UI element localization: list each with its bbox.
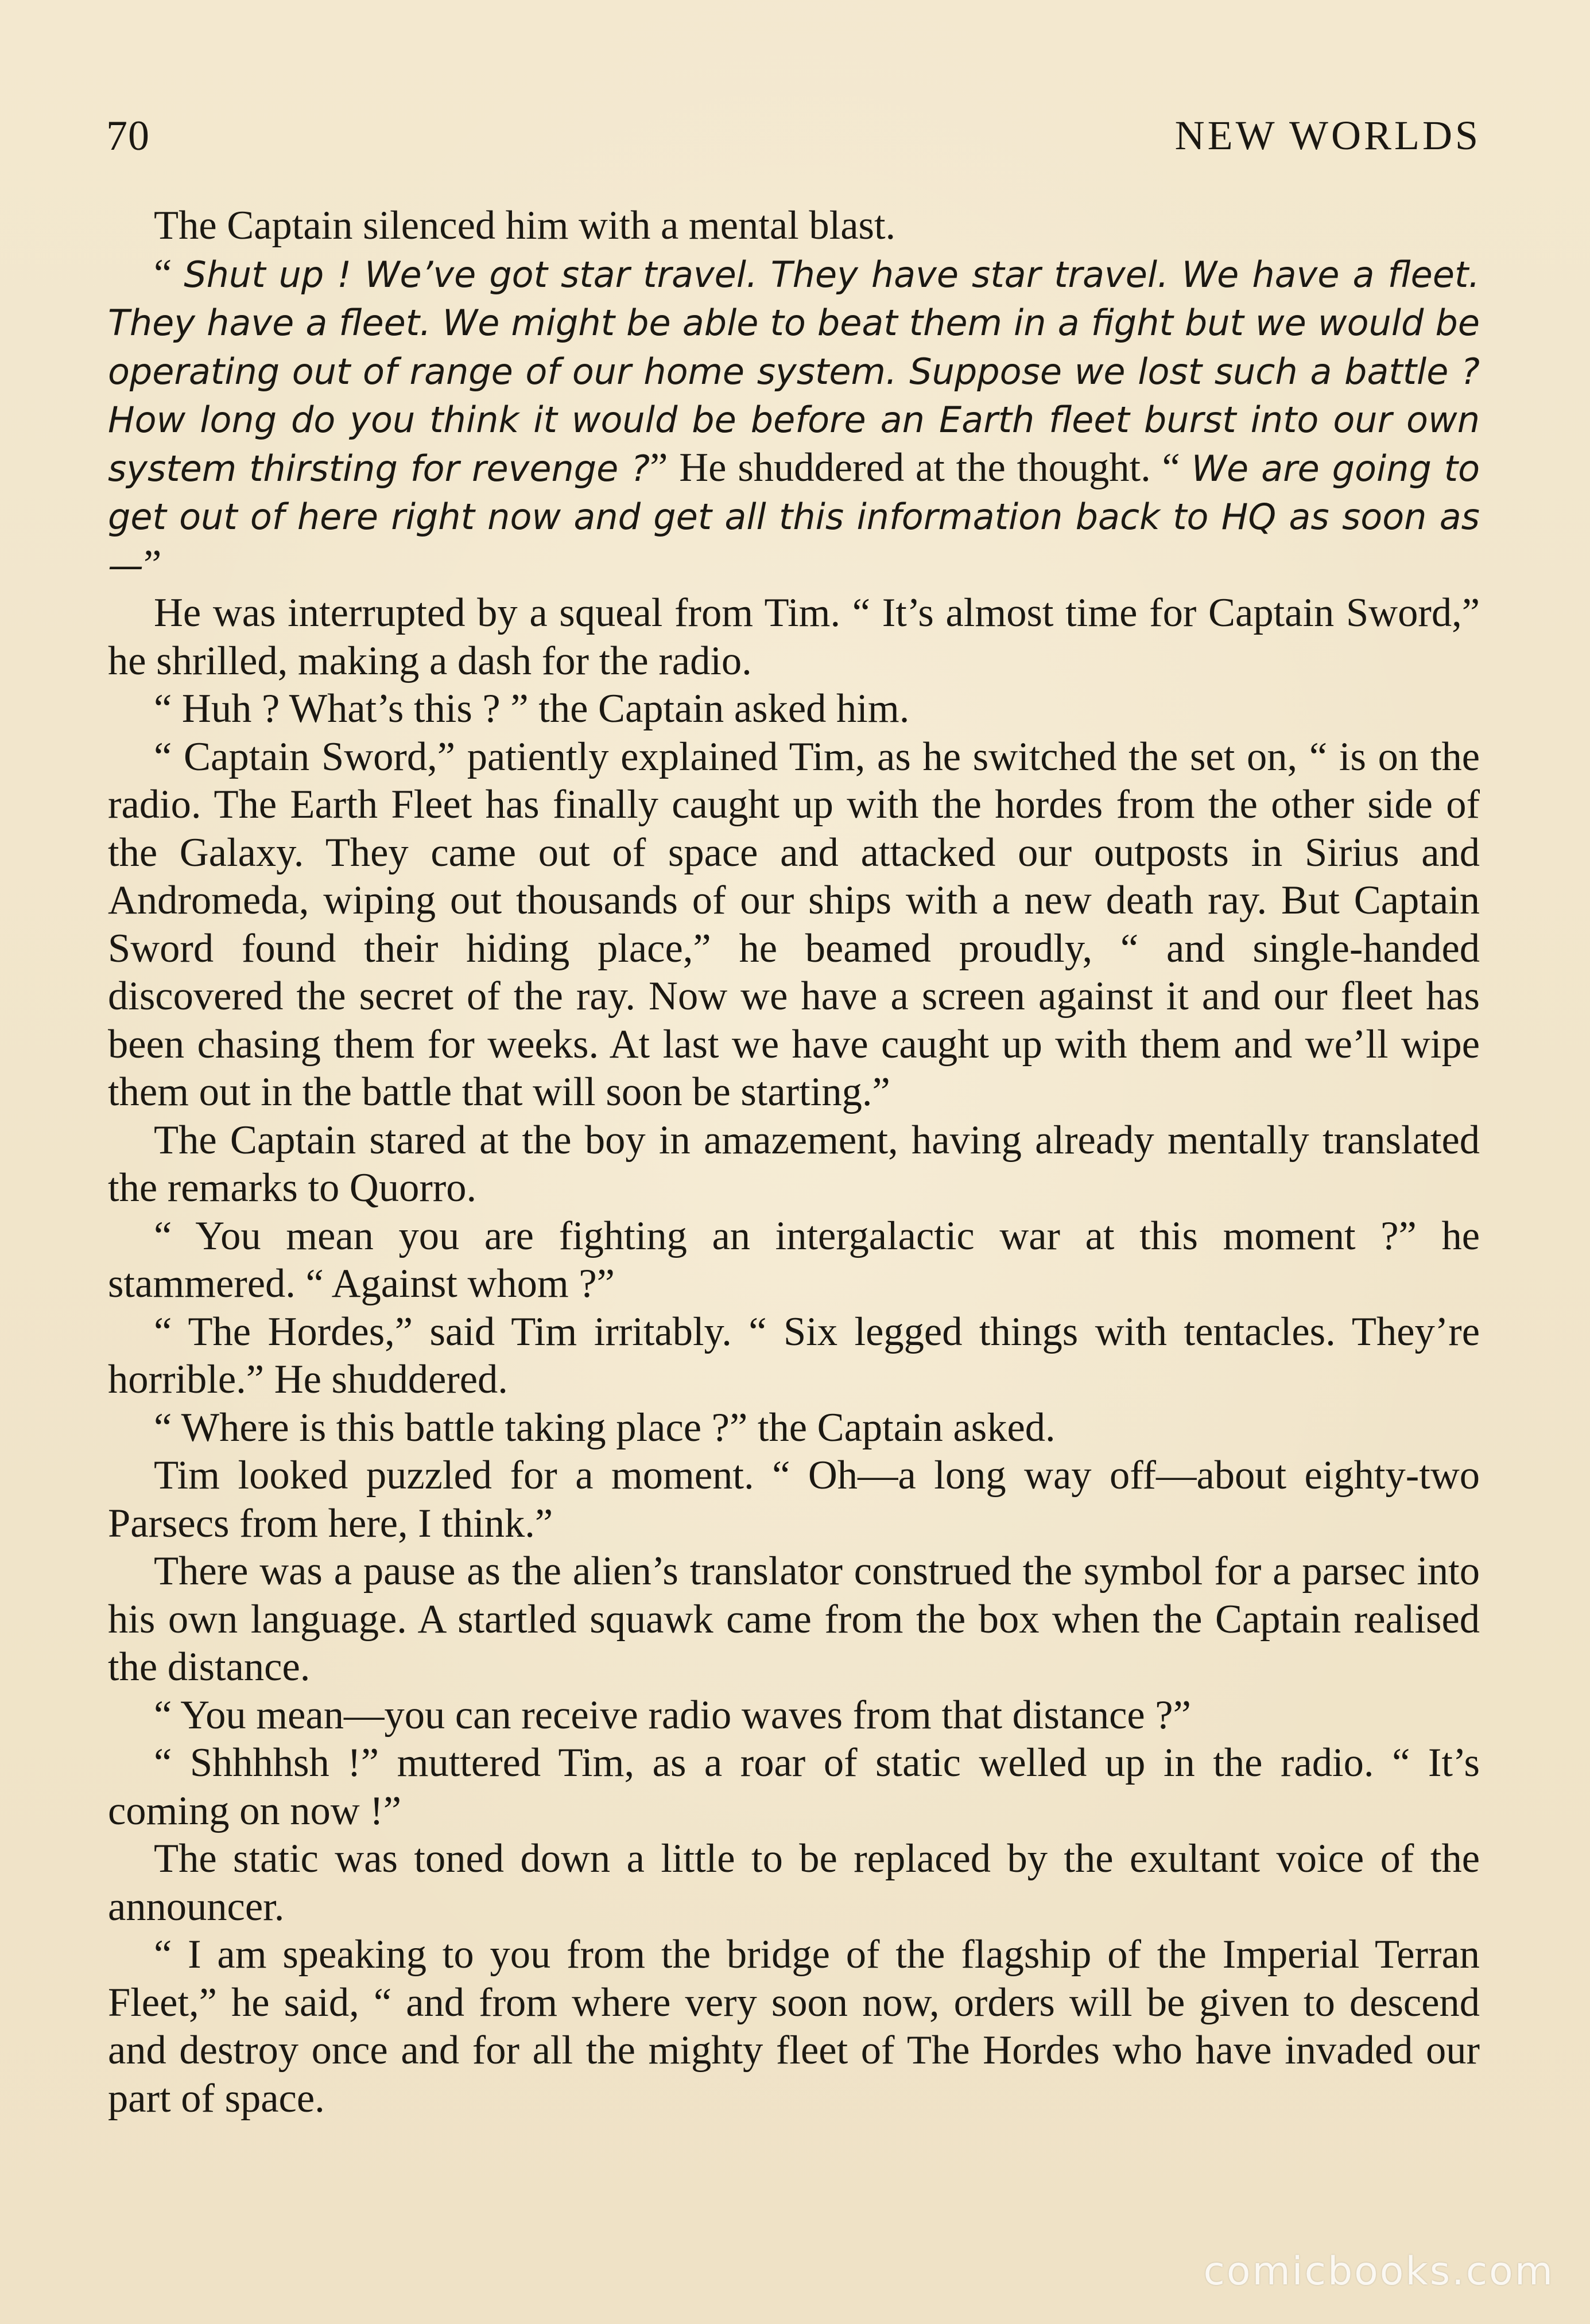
- paragraph: The Captain stared at the boy in amazement, having already mentally translated the remarks to Quorro.: [108, 1117, 1480, 1210]
- watermark: comicbooks.com: [1203, 2249, 1554, 2294]
- paragraph: Tim looked puzzled for a moment. “ Oh—a long way off—about eighty-two Parsecs from here, I think.”: [108, 1453, 1480, 1546]
- paragraph: “ You mean—you can receive radio waves from that distance ?”: [154, 1692, 1191, 1738]
- paragraph: The static was toned down a little to be replaced by the exultant voice of the announcer.: [108, 1836, 1480, 1929]
- paragraph: “ Shhhhsh !” muttered Tim, as a roar of static welled up in the radio. “ It’s coming on now !”: [108, 1740, 1480, 1833]
- paragraph: He was interrupted by a squeal from Tim. “ It’s almost time for Captain Sword,” he shrilled, making a dash for the radio.: [108, 590, 1480, 683]
- paragraph: “ The Hordes,” said Tim irritably. “ Six legged things with tentacles. They’re horrible.” He shuddered.: [108, 1309, 1480, 1402]
- quote-close: ”: [144, 542, 162, 587]
- paragraph: There was a pause as the alien’s translator construed the symbol for a parsec into his own language. A startled squawk came from the box when the Captain realised the distance.: [108, 1549, 1480, 1689]
- narration: ” He shuddered at the thought. “: [650, 445, 1192, 490]
- quote-open: “: [154, 251, 184, 296]
- italic-speech: Shut up ! We’ve got star travel. They have star travel. We have a fleet. They have a fleet. We might be able to beat them in a fight but we would be operating out of range of our home system. Suppose we lost such a battle ? How long do you think it would be before an Earth fleet burst into our own system thirsting for revenge ?: [108, 253, 1480, 489]
- story-text: [108, 202, 1480, 2123]
- paragraph: “ Captain Sword,” patiently explained Tim, as he switched the set on, “ is on the radio. The Earth Fleet has finally caught up with the hordes from the other side of the Galaxy. They came out of space and attacked our outposts in Sirius and Andromeda, wiping out thousands of our ships with a new death ray. But Captain Sword found their hiding place,” he beamed proudly, “ and single-handed discovered the secret of the ray. Now we have a screen against it and our fleet has been chasing them for weeks. At last we have caught up with them and we’ll wipe them out in the battle that will soon be starting.”: [108, 734, 1480, 1114]
- paragraph: “ I am speaking to you from the bridge of the flagship of the Imperial Terran Fleet,” he said, “ and from where very soon now, orders will be given to descend and destroy once and for all the mighty fleet of The Hordes who have invaded our part of space.: [108, 1932, 1480, 2121]
- italic-speech: We are going to get out of here right now and get all this information back to HQ as soon as—: [108, 447, 1480, 586]
- running-head: NEW WORLDS: [1174, 112, 1481, 158]
- paragraph: “ Huh ? What’s this ? ” the Captain asked him.: [154, 686, 910, 731]
- paragraph: The Captain silenced him with a mental blast.: [154, 203, 896, 248]
- page-header: [106, 112, 1481, 169]
- paragraph: [108, 250, 1480, 590]
- paragraph: “ Where is this battle taking place ?” the Captain asked.: [154, 1405, 1056, 1450]
- page-number: 70: [106, 112, 150, 160]
- paragraph: “ You mean you are fighting an intergalactic war at this moment ?” he stammered. “ Against whom ?”: [108, 1213, 1480, 1306]
